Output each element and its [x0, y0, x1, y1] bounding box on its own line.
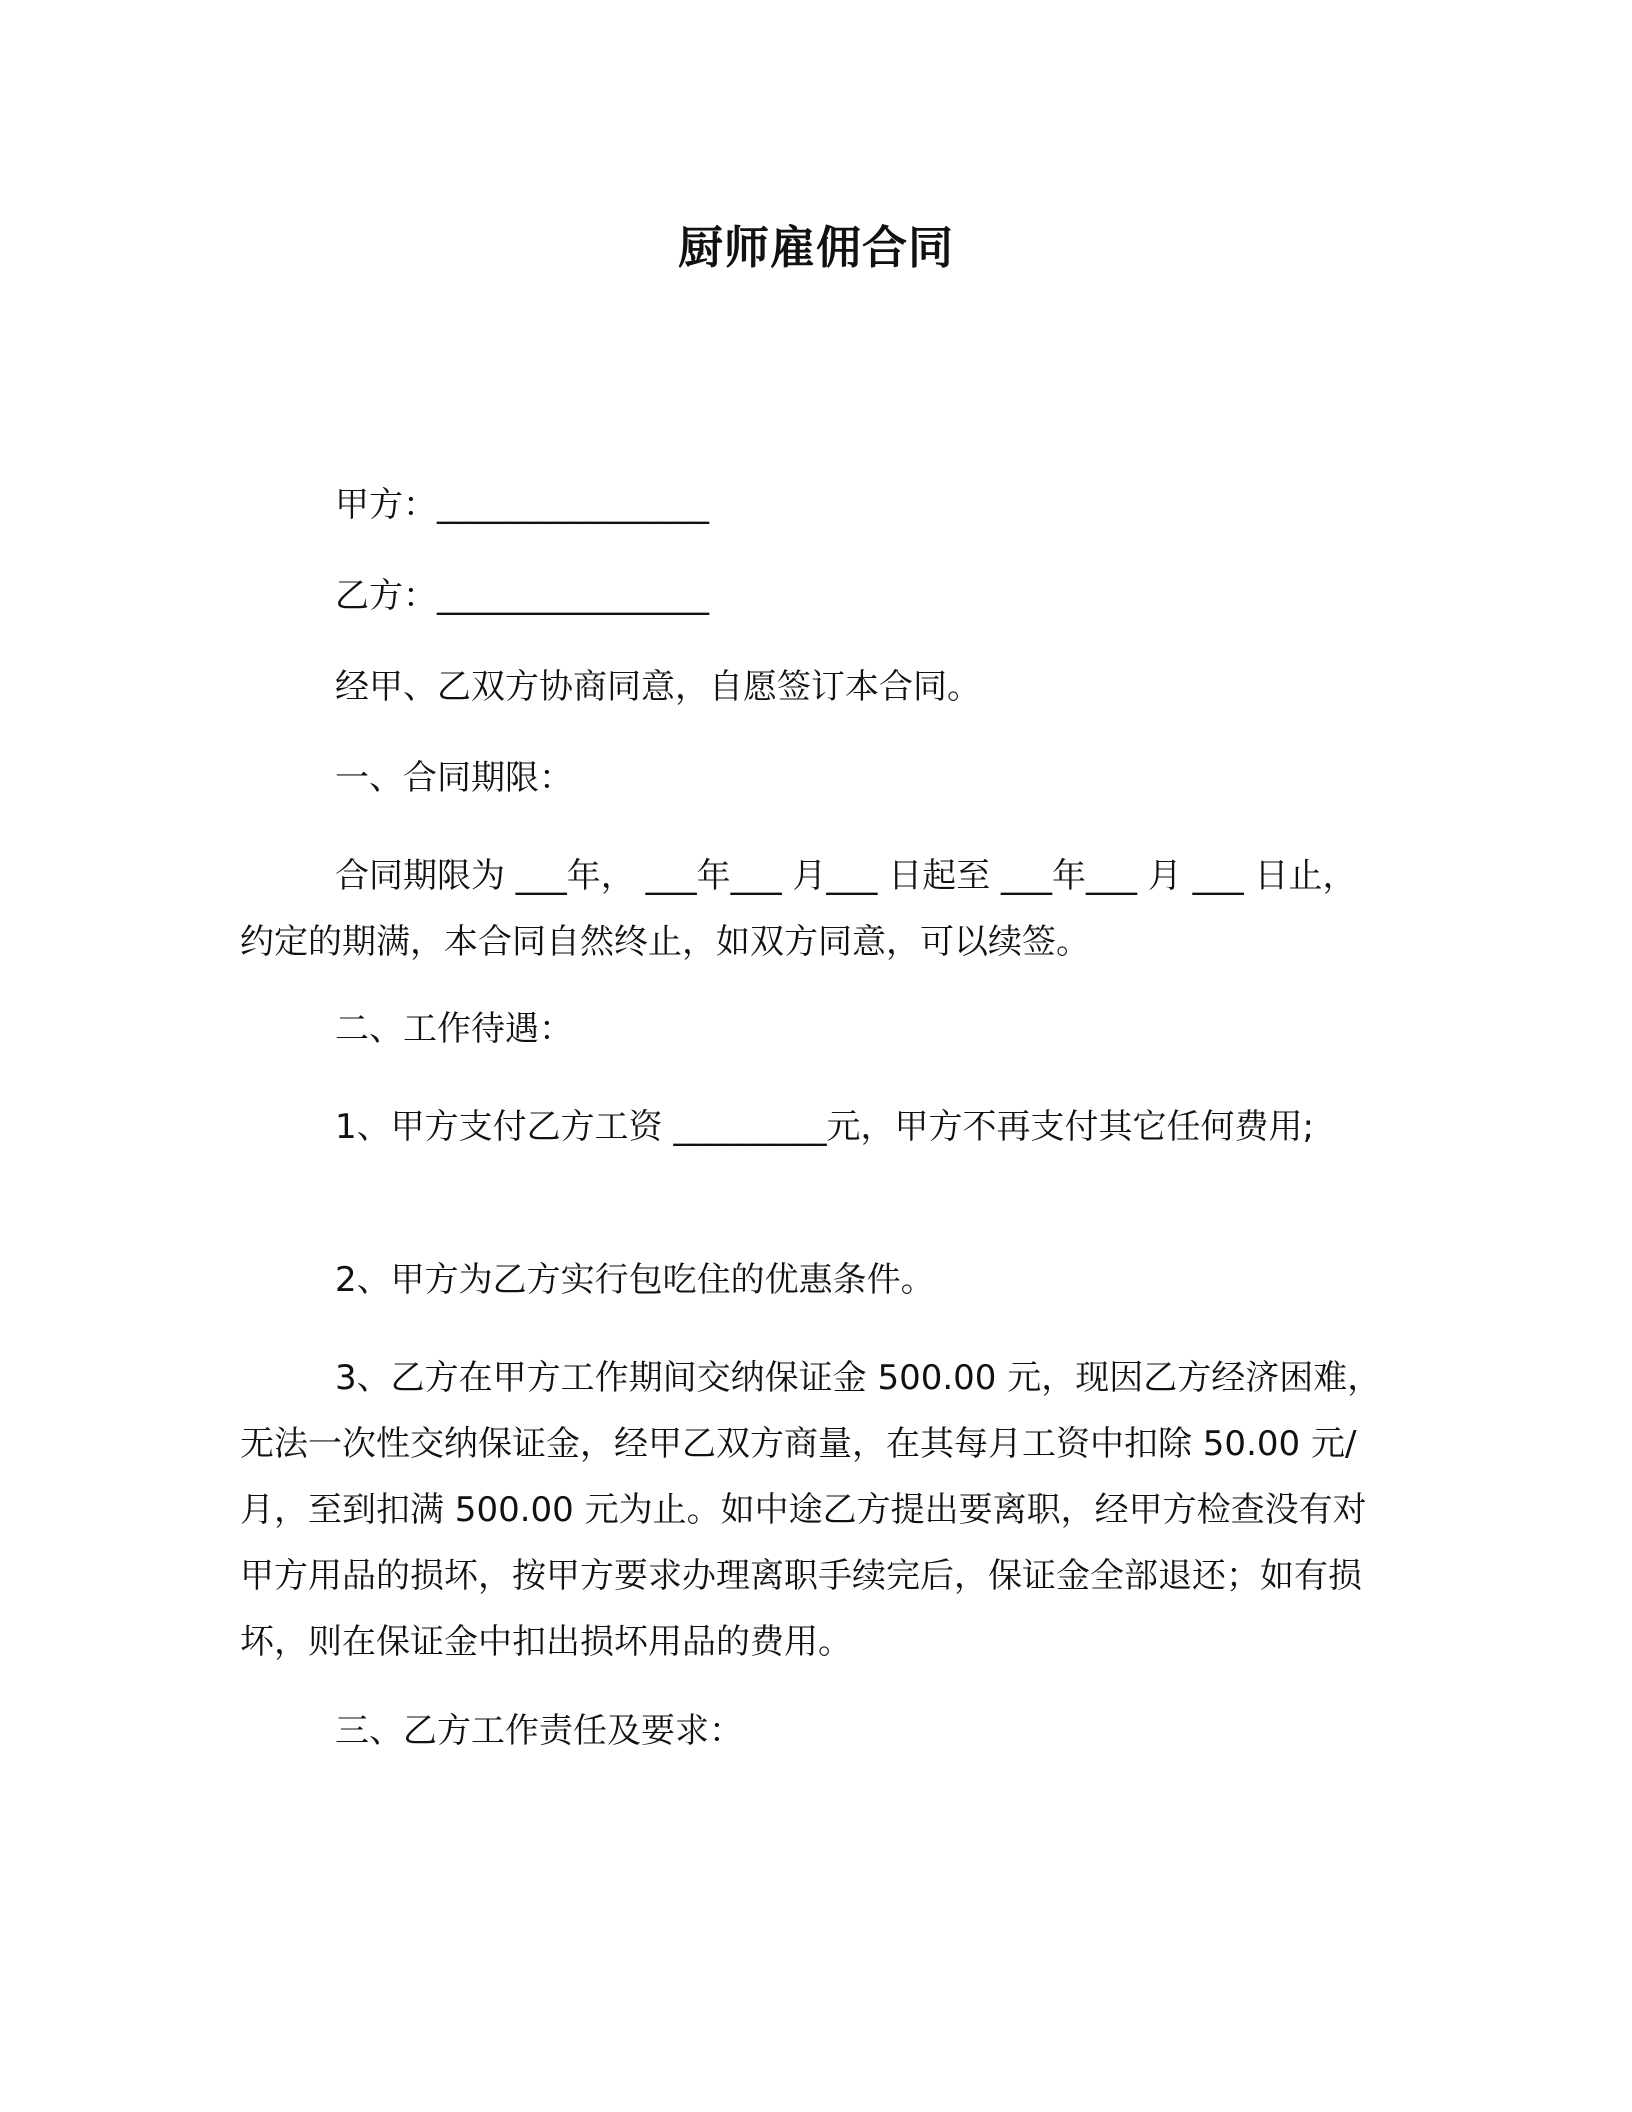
section-1-text: 合同期限为 ___年， ___年___ 月___ 日起至 ___年___ 月 ___ 日止，约定的期满，本合同自然终止，如双方同意，可以续签。: [240, 856, 1357, 962]
section-2-heading: 二、工作待遇：: [335, 1009, 573, 1049]
wage-clause: 1、甲方支付乙方工资 _________元，甲方不再支付其它任何费用;: [335, 1107, 1314, 1147]
party-a-line: 甲方：________________: [335, 485, 709, 525]
board-lodging-clause: 2、甲方为乙方实行包吃住的优惠条件。: [335, 1260, 935, 1300]
section-3-heading: 三、乙方工作责任及要求：: [335, 1711, 743, 1751]
section-1-heading: 一、合同期限：: [335, 758, 573, 798]
party-b-line: 乙方：________________: [335, 576, 709, 616]
document-title: 厨师雇佣合同: [677, 221, 954, 274]
intro-paragraph: 经甲、乙双方协商同意，自愿签订本合同。: [335, 667, 981, 707]
deposit-clause: 3、乙方在甲方工作期间交纳保证金 500.00 元，现因乙方经济困难，无法一次性交纳保证金，经甲乙双方商量，在其每月工资中扣除 50.00 元/月，至到扣满 500.00 元为止。如中途乙方提出要离职，经甲方检查没有对甲方用品的损坏，按甲方要求办理离职手续完后，保证金全部退还；如有损坏，则在保证金中扣出损坏用品的费用。: [240, 1358, 1382, 1662]
